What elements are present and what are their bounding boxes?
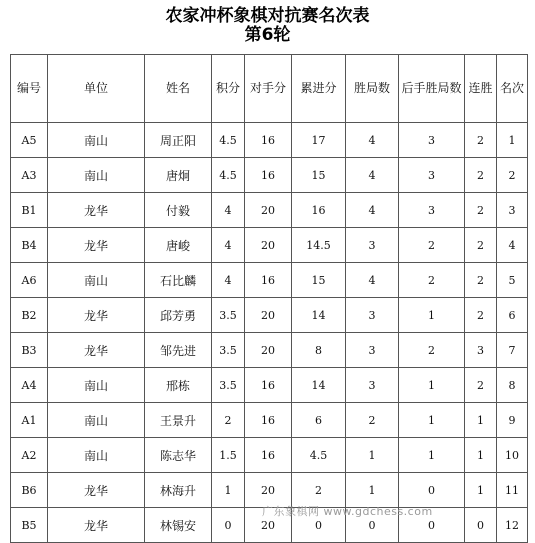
- cell-player-name: 陈志华: [145, 438, 212, 473]
- cell-player-id: A6: [11, 263, 48, 298]
- cell-player-id: A2: [11, 438, 48, 473]
- cell-black-wins: 1: [399, 298, 465, 333]
- cell-player-id: A5: [11, 123, 48, 158]
- cell-rank: 6: [497, 298, 528, 333]
- cell-points: 4.5: [212, 123, 245, 158]
- table-body: [11, 123, 528, 543]
- cell-player-name: 邱芳勇: [145, 298, 212, 333]
- cell-unit: 龙华: [48, 473, 145, 508]
- table-row: [11, 333, 528, 368]
- cell-opponent-points: 16: [245, 263, 292, 298]
- standings-table: [10, 54, 528, 543]
- cell-cumulative: 8: [292, 333, 346, 368]
- cell-streak: 1: [465, 438, 497, 473]
- table-row: [11, 228, 528, 263]
- cell-streak: 3: [465, 333, 497, 368]
- cell-player-id: B5: [11, 508, 48, 543]
- cell-player-id: B2: [11, 298, 48, 333]
- cell-wins: 1: [346, 438, 399, 473]
- cell-player-id: B4: [11, 228, 48, 263]
- column-header-id: 编号: [11, 55, 48, 123]
- cell-cumulative: 6: [292, 403, 346, 438]
- cell-points: 0: [212, 508, 245, 543]
- cell-streak: 2: [465, 228, 497, 263]
- cell-player-name: 唐峻: [145, 228, 212, 263]
- cell-wins: 4: [346, 158, 399, 193]
- cell-player-name: 付毅: [145, 193, 212, 228]
- cell-wins: 3: [346, 298, 399, 333]
- cell-player-id: A4: [11, 368, 48, 403]
- cell-unit: 龙华: [48, 508, 145, 543]
- cell-rank: 2: [497, 158, 528, 193]
- cell-points: 3.5: [212, 368, 245, 403]
- cell-cumulative: 17: [292, 123, 346, 158]
- column-header-black-wins: 后手胜局数: [399, 55, 465, 123]
- header-row: [11, 55, 528, 123]
- table-row: [11, 263, 528, 298]
- cell-unit: 南山: [48, 158, 145, 193]
- cell-wins: 3: [346, 228, 399, 263]
- column-header-streak: 连胜: [465, 55, 497, 123]
- cell-rank: 9: [497, 403, 528, 438]
- cell-player-name: 林海升: [145, 473, 212, 508]
- cell-rank: 7: [497, 333, 528, 368]
- cell-unit: 龙华: [48, 333, 145, 368]
- cell-rank: 10: [497, 438, 528, 473]
- cell-player-name: 唐炯: [145, 158, 212, 193]
- table-row: [11, 158, 528, 193]
- round-subtitle: 第6轮: [244, 25, 291, 45]
- cell-cumulative: 4.5: [292, 438, 346, 473]
- table-row: [11, 123, 528, 158]
- cell-streak: 1: [465, 473, 497, 508]
- cell-points: 3.5: [212, 298, 245, 333]
- cell-rank: 12: [497, 508, 528, 543]
- cell-streak: 1: [465, 403, 497, 438]
- cell-black-wins: 3: [399, 123, 465, 158]
- cell-black-wins: 1: [399, 438, 465, 473]
- cell-opponent-points: 16: [245, 403, 292, 438]
- cell-rank: 1: [497, 123, 528, 158]
- cell-opponent-points: 16: [245, 158, 292, 193]
- cell-unit: 龙华: [48, 298, 145, 333]
- cell-points: 4.5: [212, 158, 245, 193]
- cell-streak: 2: [465, 368, 497, 403]
- cell-rank: 8: [497, 368, 528, 403]
- cell-streak: 2: [465, 298, 497, 333]
- cell-player-id: B3: [11, 333, 48, 368]
- cell-player-name: 林锡安: [145, 508, 212, 543]
- cell-opponent-points: 16: [245, 438, 292, 473]
- cell-cumulative: 16: [292, 193, 346, 228]
- cell-unit: 南山: [48, 263, 145, 298]
- cell-streak: 2: [465, 193, 497, 228]
- cell-points: 1: [212, 473, 245, 508]
- cell-cumulative: 15: [292, 158, 346, 193]
- cell-points: 2: [212, 403, 245, 438]
- cell-unit: 龙华: [48, 228, 145, 263]
- cell-streak: 0: [465, 508, 497, 543]
- cell-unit: 龙华: [48, 193, 145, 228]
- table-title: 农家冲杯象棋对抗赛名次表: [165, 6, 370, 26]
- cell-points: 4: [212, 228, 245, 263]
- cell-black-wins: 0: [399, 508, 465, 543]
- cell-player-id: A1: [11, 403, 48, 438]
- table-row: [11, 403, 528, 438]
- cell-cumulative: 15: [292, 263, 346, 298]
- cell-streak: 2: [465, 263, 497, 298]
- cell-rank: 11: [497, 473, 528, 508]
- cell-streak: 2: [465, 123, 497, 158]
- table-row: [11, 438, 528, 473]
- cell-player-name: 邹先进: [145, 333, 212, 368]
- cell-player-id: B6: [11, 473, 48, 508]
- cell-wins: 2: [346, 403, 399, 438]
- cell-opponent-points: 20: [245, 473, 292, 508]
- cell-opponent-points: 16: [245, 123, 292, 158]
- cell-wins: 4: [346, 263, 399, 298]
- column-header-rank: 名次: [497, 55, 528, 123]
- cell-player-name: 石比麟: [145, 263, 212, 298]
- cell-points: 4: [212, 193, 245, 228]
- cell-cumulative: 14: [292, 298, 346, 333]
- cell-unit: 南山: [48, 438, 145, 473]
- cell-wins: 1: [346, 473, 399, 508]
- cell-wins: 4: [346, 193, 399, 228]
- cell-opponent-points: 20: [245, 333, 292, 368]
- cell-player-id: A3: [11, 158, 48, 193]
- table-row: [11, 368, 528, 403]
- cell-opponent-points: 20: [245, 508, 292, 543]
- cell-wins: 3: [346, 333, 399, 368]
- cell-opponent-points: 16: [245, 368, 292, 403]
- cell-black-wins: 3: [399, 193, 465, 228]
- cell-cumulative: 14.5: [292, 228, 346, 263]
- column-header-wins: 胜局数: [346, 55, 399, 123]
- column-header-unit: 单位: [48, 55, 145, 123]
- cell-opponent-points: 20: [245, 228, 292, 263]
- cell-black-wins: 2: [399, 263, 465, 298]
- cell-rank: 3: [497, 193, 528, 228]
- cell-black-wins: 1: [399, 368, 465, 403]
- table-row: [11, 298, 528, 333]
- cell-black-wins: 3: [399, 158, 465, 193]
- cell-wins: 0: [346, 508, 399, 543]
- cell-streak: 2: [465, 158, 497, 193]
- cell-unit: 南山: [48, 123, 145, 158]
- cell-unit: 南山: [48, 368, 145, 403]
- cell-wins: 3: [346, 368, 399, 403]
- table-row: [11, 193, 528, 228]
- cell-rank: 5: [497, 263, 528, 298]
- cell-black-wins: 2: [399, 228, 465, 263]
- cell-player-id: B1: [11, 193, 48, 228]
- column-header-name: 姓名: [145, 55, 212, 123]
- cell-rank: 4: [497, 228, 528, 263]
- cell-black-wins: 2: [399, 333, 465, 368]
- cell-cumulative: 14: [292, 368, 346, 403]
- cell-player-name: 邢栋: [145, 368, 212, 403]
- cell-opponent-points: 20: [245, 193, 292, 228]
- watermark: 广东象棋网 www.gdchess.com: [262, 505, 433, 518]
- cell-black-wins: 0: [399, 473, 465, 508]
- cell-player-name: 王景升: [145, 403, 212, 438]
- cell-opponent-points: 20: [245, 298, 292, 333]
- cell-points: 4: [212, 263, 245, 298]
- cell-wins: 4: [346, 123, 399, 158]
- cell-points: 3.5: [212, 333, 245, 368]
- cell-player-name: 周正阳: [145, 123, 212, 158]
- cell-unit: 南山: [48, 403, 145, 438]
- column-header-opponent-points: 对手分: [245, 55, 292, 123]
- cell-black-wins: 1: [399, 403, 465, 438]
- cell-cumulative: 0: [292, 508, 346, 543]
- column-header-points: 积分: [212, 55, 245, 123]
- column-header-cumulative: 累进分: [292, 55, 346, 123]
- cell-cumulative: 2: [292, 473, 346, 508]
- cell-points: 1.5: [212, 438, 245, 473]
